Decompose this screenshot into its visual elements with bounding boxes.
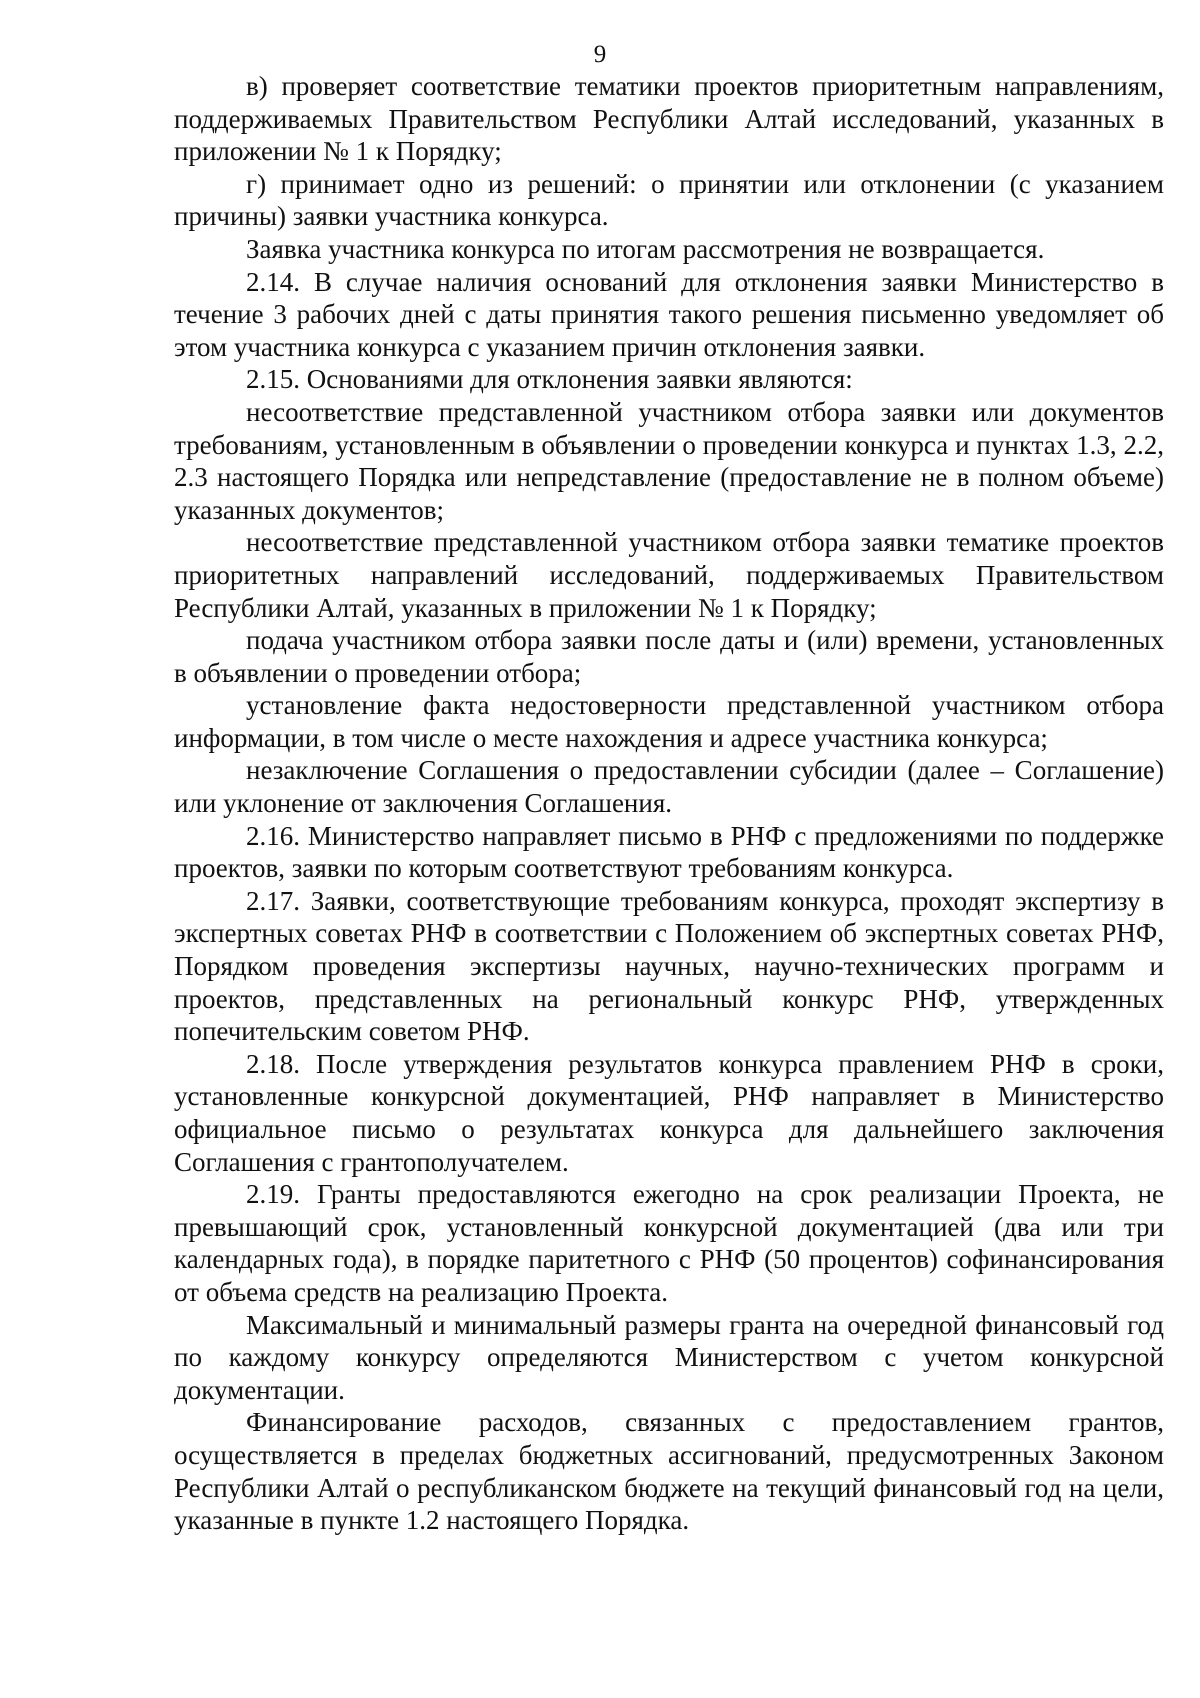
paragraph-application-not-returned: Заявка участника конкурса по итогам рассмотрения не возвращается.	[246, 233, 1045, 264]
paragraph-2-15: 2.15. Основаниями для отклонения заявки являются:	[246, 364, 853, 395]
paragraph-2-14: 2.14. В случае наличия оснований для отклонения заявки Министерство в течение 3 рабочих дней с даты принятия такого решения письменно уведомляет об этом участника конкурса с указанием причин отклонения заявки.	[174, 266, 1164, 362]
paragraph-item-g: г) принимает одно из решений: о принятии или отклонении (с указанием причины) заявки участника конкурса.	[174, 168, 1164, 232]
rejection-ground-documents: несоответствие представленной участником отбора заявки или документов требованиям, установленным в объявлении о проведении конкурса и пунктах 1.3, 2.2, 2.3 настоящего Порядка или непредставление (предоставление не в полном объеме) указанных документов;	[174, 396, 1164, 525]
rejection-ground-late-submission: подача участником отбора заявки после даты и (или) времени, установленных в объявлении о проведении отбора;	[174, 625, 1164, 688]
paragraph-item-v: в) проверяет соответствие тематики проектов приоритетным направлениям, поддерживаемых Правительством Республики Алтай исследований, указанных в приложении № 1 к Порядку;	[174, 71, 1164, 167]
paragraph-2-16: 2.16. Министерство направляет письмо в РНФ с предложениями по поддержке проектов, заявки по которым соответствуют требованиям конкурса.	[174, 820, 1164, 884]
page-number: 9	[593, 41, 607, 68]
paragraph-financing: Финансирование расходов, связанных с предоставлением грантов, осуществляется в пределах бюджетных ассигнований, предусмотренных Законом Республики Алтай о республиканском бюджете на текущий финансовый год на цели, указанные в пункте 1.2 настоящего Порядка.	[174, 1407, 1164, 1536]
rejection-ground-unreliable-info: установление факта недостоверности представленной участником отбора информации, в том числе о месте нахождения и адресе участника конкурса;	[174, 690, 1164, 753]
paragraph-2-18: 2.18. После утверждения результатов конкурса правлением РНФ в сроки, установленные конкурсной документацией, РНФ направляет в Министерство официальное письмо о результатах конкурса для дальнейшего заключения Соглашения с грантополучателем.	[174, 1048, 1164, 1177]
paragraph-2-19: 2.19. Гранты предоставляются ежегодно на срок реализации Проекта, не превышающий срок, установленный конкурсной документацией (два или три календарных года), в порядке паритетного с РНФ (50 процентов) софинансирования от объема средств на реализацию Проекта.	[174, 1179, 1164, 1307]
paragraph-2-17: 2.17. Заявки, соответствующие требованиям конкурса, проходят экспертизу в экспертных советах РНФ в соответствии с Положением об экспертных советах РНФ, Порядком проведения экспертизы научных, научно-технических программ и проектов, представленных на региональный конкурс РНФ, утвержденных попечительским советом РНФ.	[174, 885, 1164, 1047]
paragraph-grant-size: Максимальный и минимальный размеры гранта на очередной финансовый год по каждому конкурсу определяются Министерством с учетом конкурсной документации.	[174, 1309, 1164, 1405]
rejection-ground-no-agreement: незаключение Соглашения о предоставлении субсидии (далее – Соглашение) или уклонение от заключения Соглашения.	[174, 755, 1164, 819]
rejection-ground-topic: несоответствие представленной участником отбора заявки тематике проектов приоритетных направлений исследований, поддерживаемых Правительством Республики Алтай, указанных в приложении № 1 к Порядку;	[174, 527, 1164, 623]
document-body	[174, 70, 1164, 1537]
